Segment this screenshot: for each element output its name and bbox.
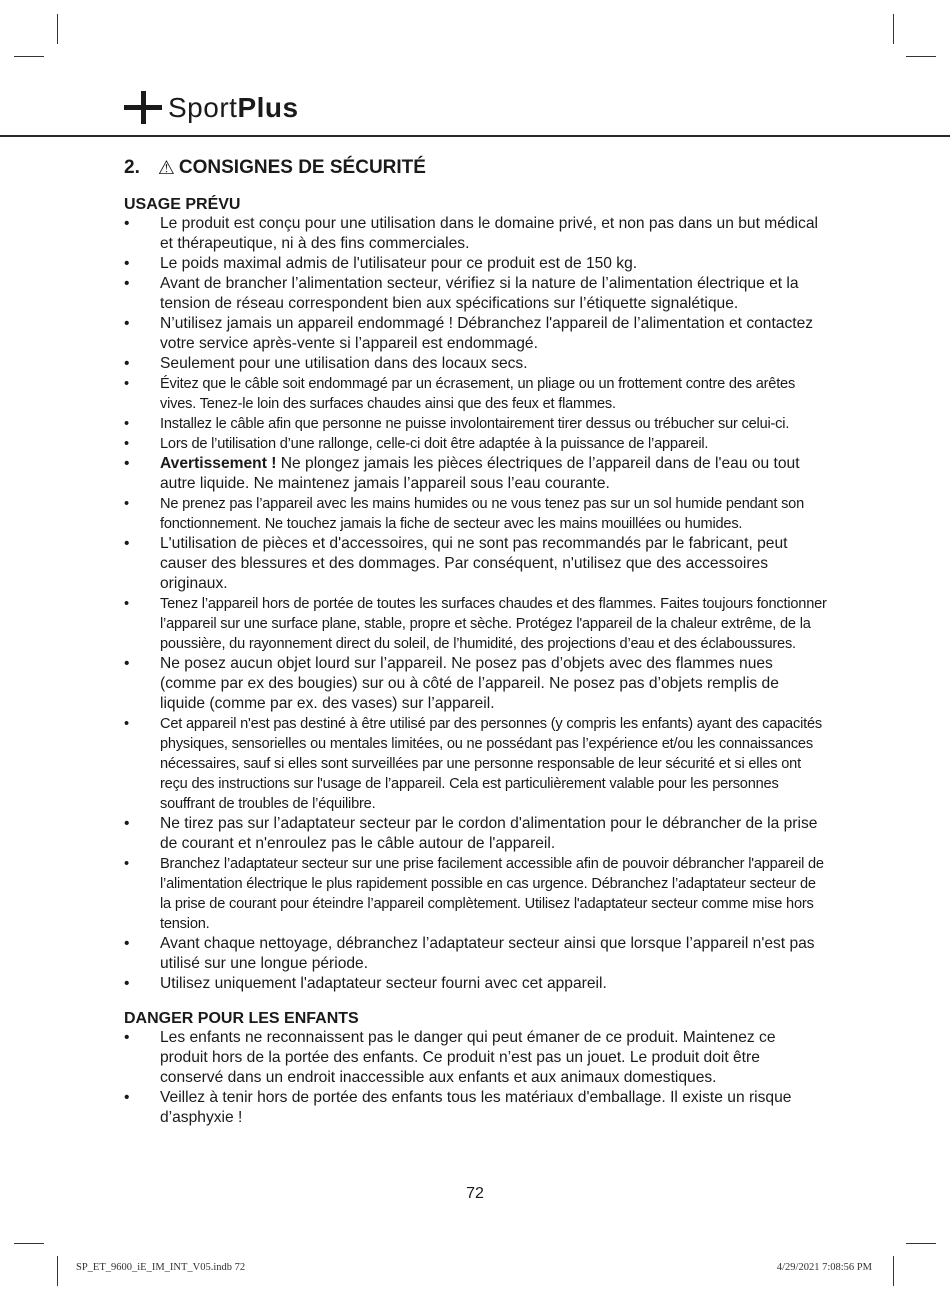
crop-mark — [14, 56, 44, 57]
list-item — [124, 1028, 827, 1088]
logo-text-plus: Plus — [237, 92, 299, 123]
bullet: • — [124, 496, 129, 512]
item-text: L'utilisation de pièces et d'accessoires, qui ne sont pas recommandés par le fabricant, peut causer des blessures et des dommages. Par conséquent, n'utilisez que des accessoires originaux. — [160, 535, 788, 592]
list-item — [124, 354, 827, 374]
list-item — [124, 854, 827, 934]
item-text: Seulement pour une utilisation dans des locaux secs. — [160, 355, 528, 372]
item-text: Le poids maximal admis de l'utilisateur pour ce produit est de 150 kg. — [160, 255, 638, 272]
list-item — [124, 214, 827, 254]
bullet: • — [124, 815, 130, 832]
bullet: • — [124, 596, 129, 612]
crop-mark — [57, 14, 58, 44]
bullet: • — [124, 255, 130, 272]
children-heading: DANGER POUR LES ENFANTS — [124, 1010, 359, 1027]
bullet: • — [124, 315, 130, 332]
item-text: Le produit est conçu pour une utilisation dans le domaine privé, et non pas dans un but médical et thérapeutique, ni à des fins commerciales. — [160, 215, 818, 252]
bullet: • — [124, 1089, 130, 1106]
item-text: Tenez l’appareil hors de portée de toutes les surfaces chaudes et des flammes. Faites toujours fonctionner l’appareil sur une surface plane, stable, propre et sèche. Protégez l'appareil de la chaleur extrême, de la poussière, du rayonnement direct du soleil, de l’humidité, des projections d’eau et des éclaboussures. — [160, 596, 827, 652]
usage-heading: USAGE PRÉVU — [124, 196, 241, 213]
list-item — [124, 594, 827, 654]
crop-mark — [906, 56, 936, 57]
footer-timestamp: 4/29/2021 7:08:56 PM — [776, 1262, 872, 1273]
logo-text-sport: Sport — [168, 92, 238, 123]
item-text: Ne posez aucun objet lourd sur l’appareil. Ne posez pas d’objets avec des flammes nues (comme par ex des bougies) sur ou à côté de l’appareil. Ne posez pas d’objets remplis de liquide (comme par ex. des vases) sur l’appareil. — [160, 655, 779, 712]
warning-label: Avertissement ! — [160, 455, 277, 472]
list-item — [124, 494, 827, 534]
bullet: • — [124, 436, 129, 452]
bullet: • — [124, 535, 130, 552]
section-title-text: CONSIGNES DE SÉCURITÉ — [178, 157, 426, 178]
list-item — [124, 314, 827, 354]
sportplus-logo — [124, 88, 299, 128]
item-text: Avant chaque nettoyage, débranchez l’adaptateur secteur ainsi que lorsque l’appareil n'est pas utilisé sur une longue période. — [160, 935, 815, 972]
section-title — [124, 155, 827, 181]
item-text: Branchez l’adaptateur secteur sur une prise facilement accessible afin de pouvoir débrancher l'appareil de l’alimentation électrique le plus rapidement possible en cas urgence. Débranchez l’adaptateur secteur de la prise de courant pour éteindre l’appareil complètement. Utilisez l'adaptateur secteur comme mise hors tension. — [160, 856, 824, 932]
item-text: Les enfants ne reconnaissent pas le danger qui peut émaner de ce produit. Maintenez ce produit hors de la portée des enfants. Ce produit n’est pas un jouet. Le produit doit être conservé dans un endroit inaccessible aux enfants et aux animaux domestiques. — [160, 1029, 776, 1086]
list-item — [124, 714, 827, 814]
crop-mark — [14, 1243, 44, 1244]
list-item-warning — [124, 454, 827, 494]
bullet: • — [124, 416, 129, 432]
list-item — [124, 434, 827, 454]
plus-logo-icon — [124, 89, 162, 127]
list-item — [124, 254, 827, 274]
list-item — [124, 974, 827, 994]
section-number: 2. — [124, 157, 140, 178]
bullet: • — [124, 975, 130, 992]
crop-mark — [893, 14, 894, 44]
logo-wordmark — [168, 92, 299, 124]
bullet: • — [124, 376, 129, 392]
list-item — [124, 534, 827, 594]
usage-list — [124, 214, 827, 994]
list-item — [124, 414, 827, 434]
children-list — [124, 1028, 827, 1128]
bullet: • — [124, 455, 130, 472]
list-item — [124, 274, 827, 314]
bullet: • — [124, 355, 130, 372]
list-item — [124, 814, 827, 854]
page-number: 72 — [466, 1185, 484, 1202]
item-text: Installez le câble afin que personne ne puisse involontairement tirer dessus ou trébucher sur celui-ci. — [160, 416, 790, 432]
bullet: • — [124, 275, 130, 292]
bullet: • — [124, 215, 130, 232]
bullet: • — [124, 856, 129, 872]
warning-triangle-icon: ⚠ — [157, 157, 175, 179]
crop-mark — [893, 1256, 894, 1286]
list-item — [124, 1088, 827, 1128]
item-text: Cet appareil n'est pas destiné à être utilisé par des personnes (y compris les enfants) ayant des capacités physiques, sensorielles ou mentales limitées, ou ne possédant pas l’expérience et/ou les connaissances nécessaires, sauf si elles sont surveillées par une personne responsable de leur sécurité et si elles ont reçu des instructions sur l'usage de l’appareil. Cela est particulièrement valable pour les personnes souffrant de troubles de l’équilibre. — [160, 716, 822, 812]
bullet: • — [124, 935, 130, 952]
page-content — [124, 155, 827, 1128]
list-item — [124, 374, 827, 414]
item-text: Avant de brancher l’alimentation secteur, vérifiez si la nature de l’alimentation électrique et la tension de réseau correspondent bien aux spécifications sur l’étiquette signalétique. — [160, 275, 799, 312]
item-text: Veillez à tenir hors de portée des enfants tous les matériaux d'emballage. Il existe un risque d’asphyxie ! — [160, 1089, 792, 1126]
footer-filename: SP_ET_9600_iE_IM_INT_V05.indb 72 — [76, 1262, 246, 1273]
bullet: • — [124, 655, 130, 672]
list-item — [124, 654, 827, 714]
bullet: • — [124, 1029, 130, 1046]
item-text: Évitez que le câble soit endommagé par un écrasement, un pliage ou un frottement contre des arêtes vives. Tenez-le loin des surfaces chaudes ainsi que des feux et flammes. — [160, 376, 796, 412]
list-item — [124, 934, 827, 974]
item-text: N’utilisez jamais un appareil endommagé ! Débranchez l'appareil de l’alimentation et contactez votre service après-vente si l’appareil est endommagé. — [160, 315, 814, 352]
item-text: Utilisez uniquement l'adaptateur secteur fourni avec cet appareil. — [160, 975, 607, 992]
item-text: Ne plongez jamais les pièces électriques de l’appareil dans de l'eau ou tout autre liquide. Ne maintenez jamais l’appareil sous l’eau courante. — [160, 455, 800, 492]
item-text: Ne tirez pas sur l’adaptateur secteur par le cordon d'alimentation pour le débrancher de la prise de courant et n'enroulez pas le câble autour de l'appareil. — [160, 815, 818, 852]
item-text: Ne prenez pas l’appareil avec les mains humides ou ne vous tenez pas sur un sol humide pendant son fonctionnement. Ne touchez jamais la fiche de secteur avec les mains mouillées ou humides. — [160, 496, 805, 532]
crop-mark — [906, 1243, 936, 1244]
item-text: Lors de l’utilisation d’une rallonge, celle-ci doit être adaptée à la puissance de l’appareil. — [160, 436, 709, 452]
header-rule — [0, 135, 950, 137]
bullet: • — [124, 716, 129, 732]
crop-mark — [57, 1256, 58, 1286]
